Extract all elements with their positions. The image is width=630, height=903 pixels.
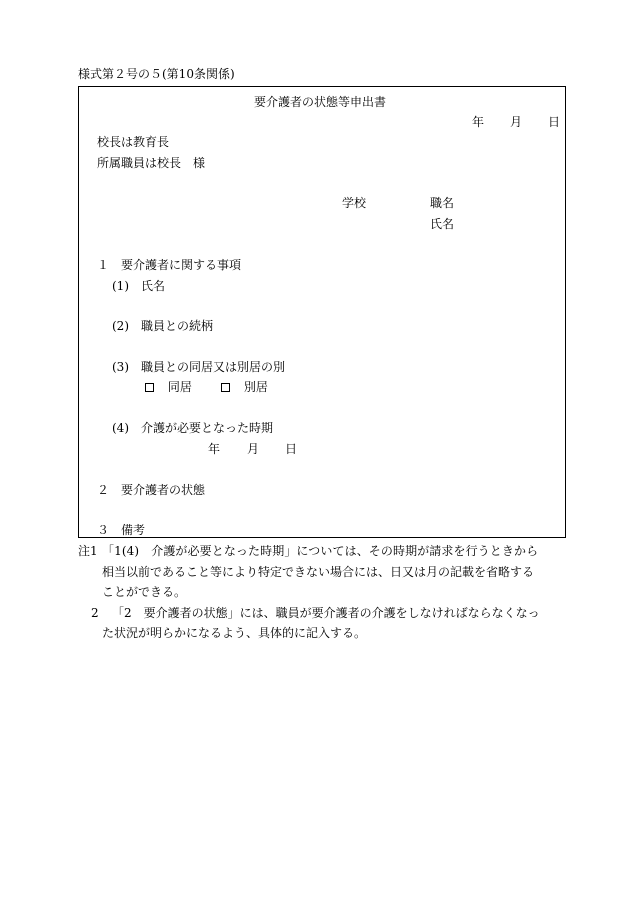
addressee-line2: 所属職員は校長 様 — [97, 156, 206, 170]
section3-heading: ３ 備考 — [97, 523, 146, 537]
note2-line1: 「2 要介護者の状態」には、職員が要介護者の介護をしなければならなくなっ — [112, 606, 540, 620]
addressee-line1: 校長は教育長 — [97, 135, 170, 149]
checkbox-separate[interactable] — [221, 383, 230, 392]
note1-line2: 相当以前であること等により特定できない場合には、日又は月の記載を省略する — [102, 565, 535, 579]
option-separate-label: 別居 — [243, 380, 268, 394]
checkbox-together[interactable] — [145, 383, 154, 392]
item4-day: 日 — [285, 442, 298, 456]
section1-item3: (3) 職員との同居又は別居の別 — [112, 360, 285, 374]
form-label: 様式第２号の５(第10条関係) — [78, 67, 235, 81]
form-box — [78, 86, 566, 538]
date-year: 年 — [472, 115, 485, 129]
date-month: 月 — [510, 115, 523, 129]
section1-item4: (4) 介護が必要となった時期 — [112, 421, 273, 435]
applicant-school: 学校 — [342, 196, 367, 210]
option-together[interactable] — [145, 381, 192, 393]
applicant-job-title: 職名 — [430, 196, 455, 210]
note2-label: 2 — [91, 606, 99, 620]
note2-line2: た状況が明らかになるよう、具体的に記入する。 — [102, 626, 367, 640]
note1-label: 注1 — [78, 544, 98, 558]
section1-heading: １ 要介護者に関する事項 — [97, 258, 242, 272]
note1-line1: 「1(4) 介護が必要となった時期」については、その時期が請求を行うときから — [102, 544, 539, 558]
form-title: 要介護者の状態等申出書 — [254, 95, 387, 109]
applicant-name: 氏名 — [430, 217, 455, 231]
date-day: 日 — [548, 115, 561, 129]
item4-year: 年 — [208, 442, 221, 456]
section1-item2: (2) 職員との続柄 — [112, 319, 213, 333]
section1-item1: (1) 氏名 — [112, 279, 165, 293]
note1-line3: ことができる。 — [102, 585, 187, 599]
item4-month: 月 — [247, 442, 260, 456]
option-separate[interactable] — [221, 381, 268, 393]
option-together-label: 同居 — [167, 380, 192, 394]
section2-heading: ２ 要介護者の状態 — [97, 483, 206, 497]
